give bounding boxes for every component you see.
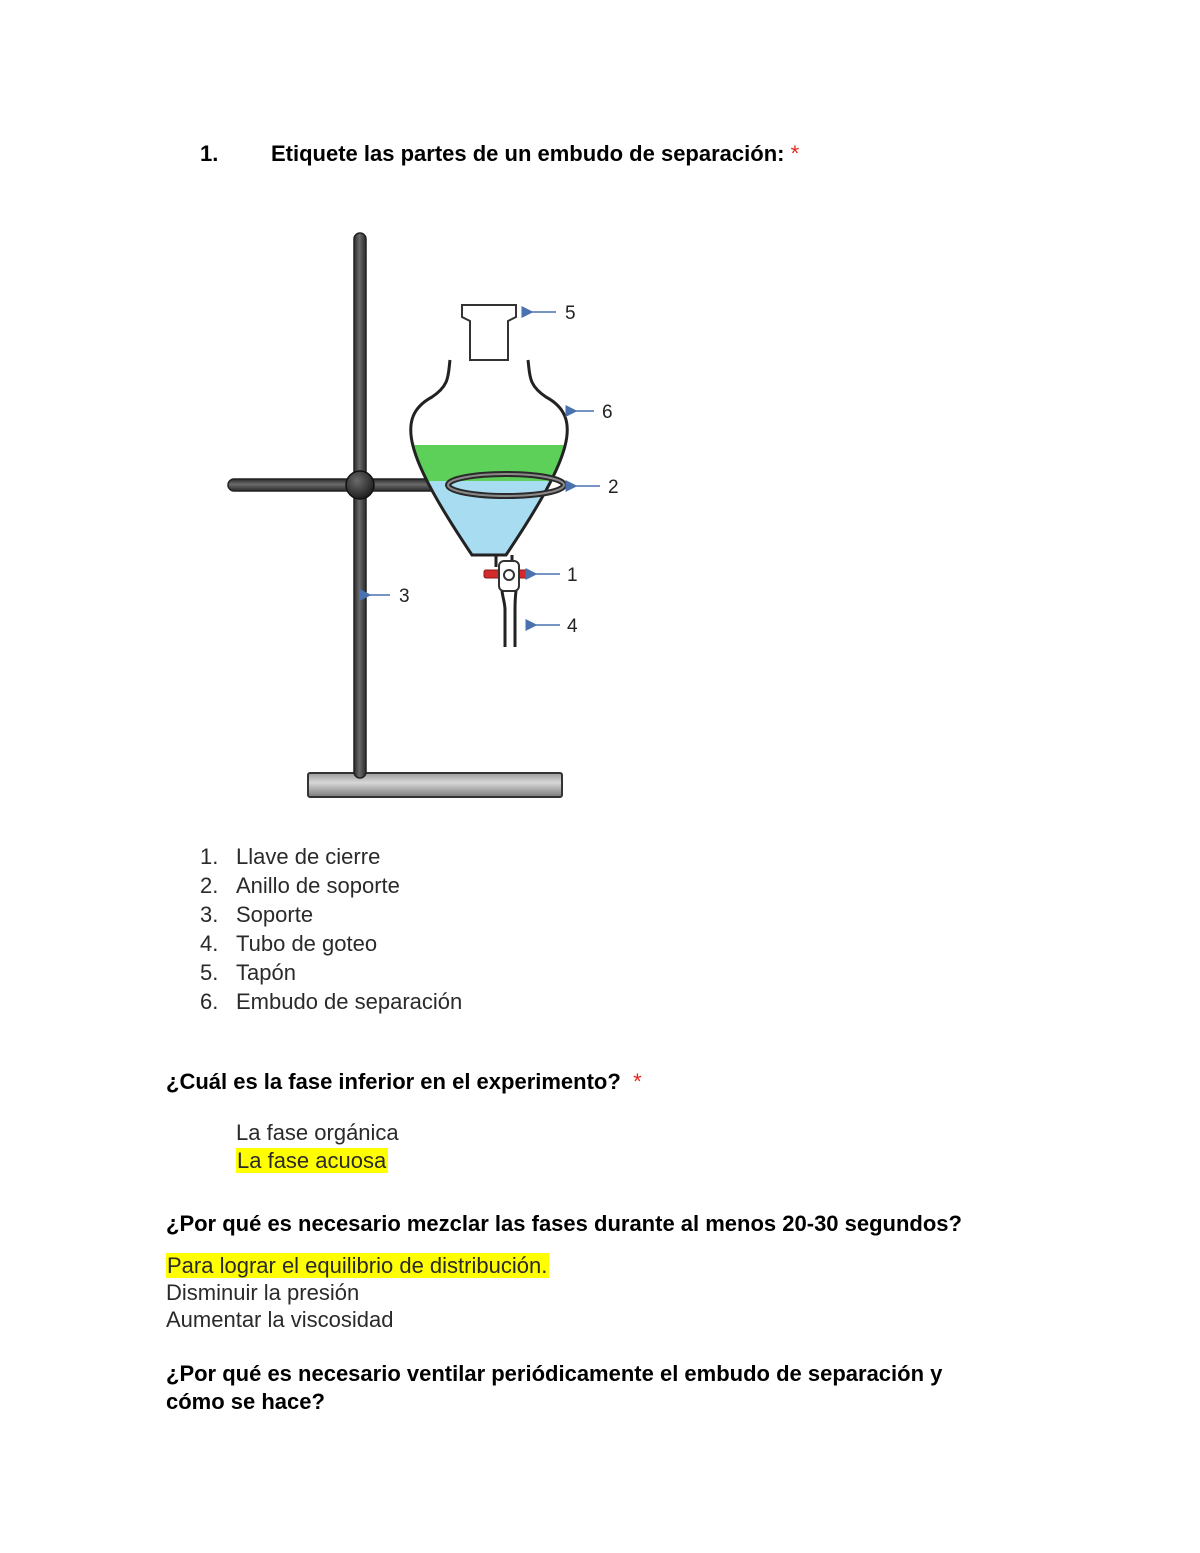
list-item-number: 6. — [200, 989, 219, 1014]
list-item — [200, 871, 462, 900]
list-item-number: 3. — [200, 902, 219, 927]
question-1-title-text: Etiquete las partes de un embudo de separación: — [271, 141, 785, 166]
separatory-funnel-diagram — [210, 215, 630, 815]
list-item — [200, 929, 462, 958]
funnel-stopper — [462, 305, 516, 360]
list-item-number: 4. — [200, 931, 219, 956]
question-3-title: ¿Por qué es necesario mezclar las fases durante al menos 20-30 segundos? — [166, 1211, 962, 1236]
list-item-text: Embudo de separación — [236, 989, 463, 1014]
question-2-option-aqueous — [236, 1148, 388, 1174]
label-4: 4 — [567, 616, 578, 637]
stopcock-plug — [504, 570, 514, 580]
question-4-title-line-2: cómo se hace? — [166, 1389, 325, 1414]
drip-tube — [502, 591, 516, 647]
parts-answer-list — [200, 842, 462, 1016]
highlighted-answer: Para lograr el equilibrio de distribución. — [167, 1253, 548, 1278]
list-item — [200, 900, 462, 929]
question-3-option-equilibrium — [166, 1253, 549, 1279]
label-6: 6 — [602, 402, 613, 423]
list-item-text: Tapón — [236, 960, 296, 985]
question-1-title — [271, 141, 799, 167]
stand-rod — [354, 233, 366, 778]
question-2-option-organic: La fase orgánica — [236, 1120, 399, 1145]
question-3-option-viscosity: Aumentar la viscosidad — [166, 1307, 394, 1332]
list-item — [200, 987, 462, 1016]
list-item-number: 5. — [200, 960, 219, 985]
list-item-text: Soporte — [236, 902, 314, 927]
list-item — [200, 842, 462, 871]
label-5: 5 — [565, 303, 576, 324]
list-item-number: 2. — [200, 873, 219, 898]
stand-clamp — [346, 471, 374, 499]
question-2-title — [166, 1069, 642, 1095]
list-item-text: Anillo de soporte — [236, 873, 400, 898]
question-2-title-text: ¿Cuál es la fase inferior en el experimento? — [166, 1069, 621, 1094]
list-item — [200, 958, 462, 987]
stand-base — [308, 773, 562, 797]
list-item-number: 1. — [200, 844, 219, 869]
question-3-option-pressure: Disminuir la presión — [166, 1280, 360, 1305]
label-1: 1 — [567, 565, 578, 586]
highlighted-answer: La fase acuosa — [237, 1148, 387, 1173]
required-asterisk: * — [633, 1069, 642, 1094]
list-item-text: Llave de cierre — [236, 844, 381, 869]
list-item-text: Tubo de goteo — [236, 931, 378, 956]
label-3: 3 — [399, 586, 410, 607]
required-asterisk: * — [790, 141, 800, 166]
question-4-title-line-1: ¿Por qué es necesario ventilar periódicamente el embudo de separación y — [166, 1361, 943, 1386]
label-2: 2 — [608, 477, 619, 498]
question-1-number: 1. — [200, 141, 219, 166]
